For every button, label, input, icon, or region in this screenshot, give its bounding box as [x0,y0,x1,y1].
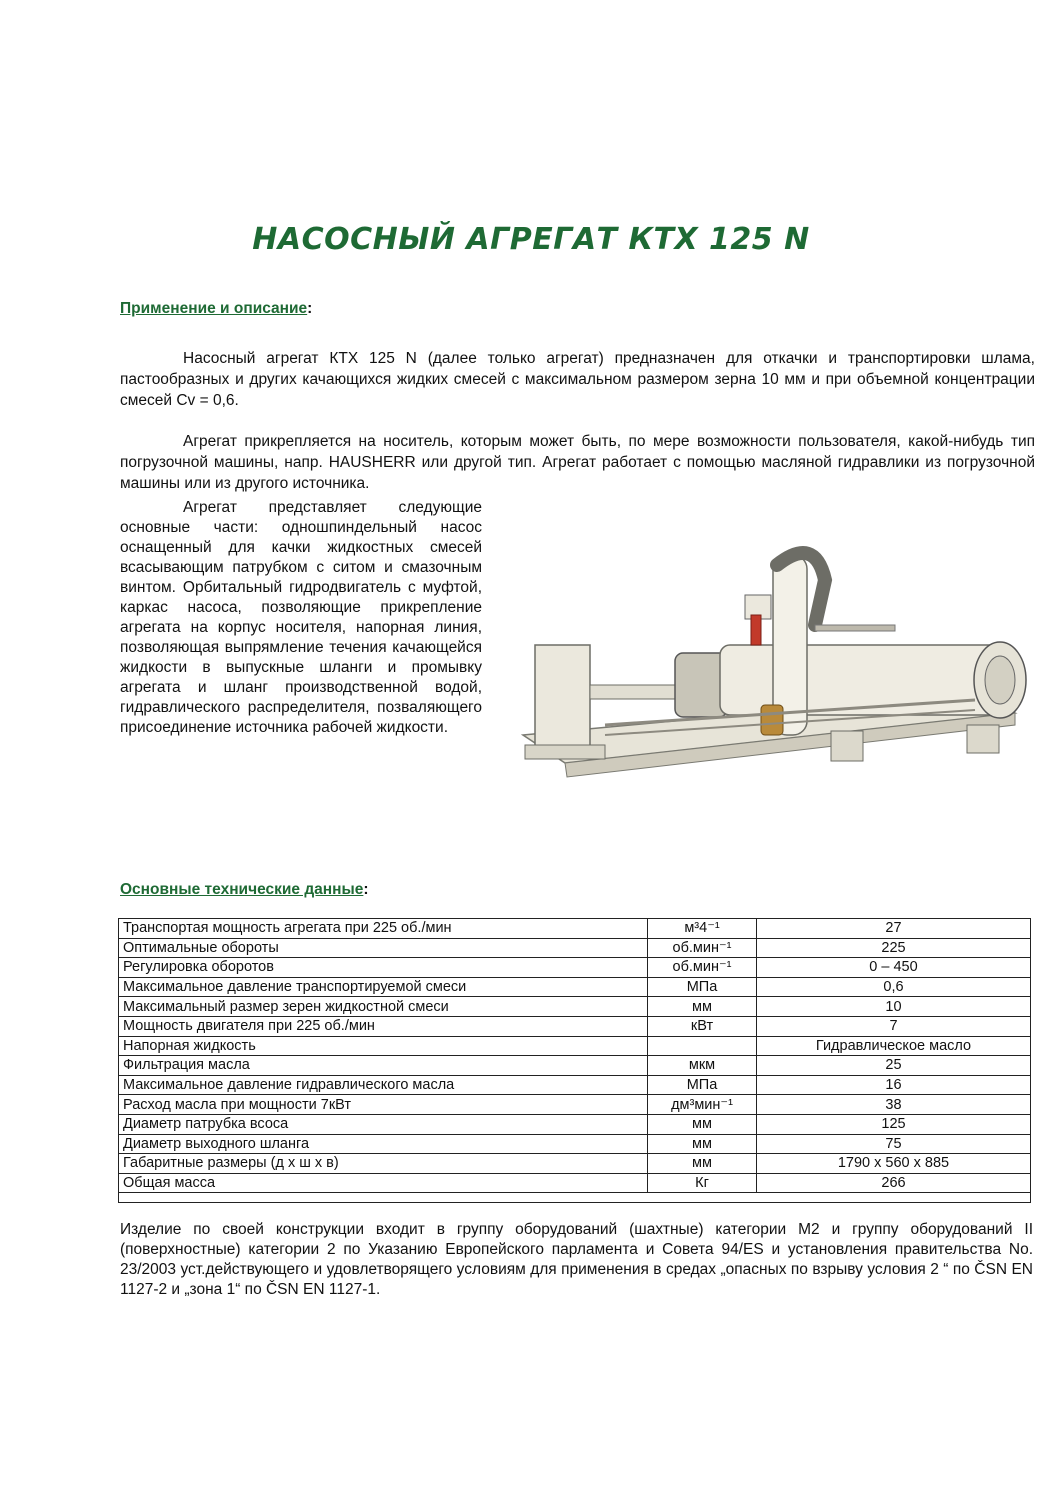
spec-unit-cell: мкм [648,1056,757,1076]
spec-value-cell: 10 [757,997,1031,1017]
section-heading-colon: : [363,881,369,898]
spec-value-cell: 266 [757,1173,1031,1193]
table-row [119,919,1031,939]
spec-value-cell: 0,6 [757,977,1031,997]
spec-value-cell: 25 [757,1056,1031,1076]
spec-unit-cell: МПа [648,1075,757,1095]
spec-param-cell: Максимальное давление гидравлического масла [119,1075,648,1095]
table-row [119,1075,1031,1095]
spec-value-cell: 1790 х 560 х 885 [757,1154,1031,1174]
spec-unit-cell: Кг [648,1173,757,1193]
spec-unit-cell: дм³мин⁻¹ [648,1095,757,1115]
paragraph-certification: Изделие по своей конструкции входит в группу оборудований (шахтные) категории M2 и группу оборудований II (поверхностные) категории 2 по Указанию Европейского парламента и Совета 94/ES и установления правительства No. 23/2003 уст.действующего и удовлетворящего условиям для применения в средах „опасных по взрыву условия 2 “ по ČSN EN 1127-2 и „зона 1“ по ČSN EN 1127-1. [120,1221,1033,1298]
spec-value-cell: 75 [757,1134,1031,1154]
section-heading-application-text: Применение и описание [120,300,308,317]
spec-unit-cell: об.мин⁻¹ [648,958,757,978]
spec-unit-cell: мм [648,1154,757,1174]
spec-param-cell: Расход масла при мощности 7кВт [119,1095,648,1115]
spec-unit-cell: МПа [648,977,757,997]
paragraph-main-parts: Агрегат представляет следующие основные части: одношпиндельный насос оснащенный для качки жидкостных смесей всасывающим патрубком с ситом и смазочным винтом. Орбитальный гидродвигатель с муфтой, каркас насоса, позволяющие прикрепление агрегата на корпус носителя, напорная линия, позволяющая выпрямление течения качающейся жидкости в выпускные шланги и промывку агрегата и шланг производственной водой, гидравлического распределителя, позваляющего присоединение источника рабочей жидкости. [120,499,482,736]
spec-param-cell: Диаметр выходного шланга [119,1134,648,1154]
section-heading-specs [120,881,369,899]
table-row [119,997,1031,1017]
table-row [119,1114,1031,1134]
section-heading-specs-text: Основные технические данные [120,881,364,898]
spec-unit-cell: мм [648,1114,757,1134]
table-row [119,1036,1031,1056]
spec-param-cell: Мощность двигателя при 225 об./мин [119,1016,648,1036]
spec-param-cell: Максимальное давление транспортируемой смеси [119,977,648,997]
spec-param-cell: Габаритные размеры (д х ш х в) [119,1154,648,1174]
spec-unit-cell: мм [648,997,757,1017]
pump-unit-photo [515,535,1045,795]
spec-param-cell: Транспортая мощность агрегата при 225 об./мин [119,919,648,939]
spec-value-cell: 7 [757,1016,1031,1036]
spec-value-cell: 27 [757,919,1031,939]
table-row [119,1056,1031,1076]
spec-unit-cell [648,1036,757,1056]
spec-value-cell: Гидравлическое масло [757,1036,1031,1056]
spec-param-cell: Регулировка оборотов [119,958,648,978]
spec-param-cell: Напорная жидкость [119,1036,648,1056]
spec-value-cell: 225 [757,938,1031,958]
spec-param-cell: Общая масса [119,1173,648,1193]
table-row [119,1095,1031,1115]
table-row [119,958,1031,978]
spec-unit-cell: м³4⁻¹ [648,919,757,939]
spec-param-cell: Диаметр патрубка всоса [119,1114,648,1134]
spec-value-cell: 16 [757,1075,1031,1095]
table-row [119,1154,1031,1174]
table-row [119,1016,1031,1036]
section-heading-colon: : [307,300,313,317]
spec-unit-cell: мм [648,1134,757,1154]
spec-param-cell: Максимальный размер зерен жидкостной смеси [119,997,648,1017]
spec-value-cell: 38 [757,1095,1031,1115]
spec-param-cell: Фильтрация масла [119,1056,648,1076]
table-row [119,938,1031,958]
specs-table-body [119,919,1031,1193]
table-row [119,1134,1031,1154]
spec-value-cell: 0 – 450 [757,958,1031,978]
section-heading-application [120,300,312,318]
spec-param-cell: Оптимальные обороты [119,938,648,958]
spec-unit-cell: кВт [648,1016,757,1036]
paragraph-purpose: Насосный агрегат КТХ 125 N (далее только агрегат) предназначен для откачки и транспортировки шлама, пастообразных и других качающихся жидких смесей с максимальном размером зерна 10 мм и при объемной концентрации смесей Cv = 0,6. [120,350,1035,409]
table-row [119,1173,1031,1193]
spec-value-cell: 125 [757,1114,1031,1134]
page-title: НАСОСНЫЙ АГРЕГАТ КТХ 125 N [252,222,810,257]
table-row [119,977,1031,997]
paragraph-mounting: Агрегат прикрепляется на носитель, которым может быть, по мере возможности пользователя, какой-нибудь тип погрузочной машины, напр. HAUSHERR или другой тип. Агрегат работает с помощью масляной гидравлики из погрузочной машины или из другого источника. [120,433,1035,492]
specs-table [118,918,1031,1193]
spec-unit-cell: об.мин⁻¹ [648,938,757,958]
